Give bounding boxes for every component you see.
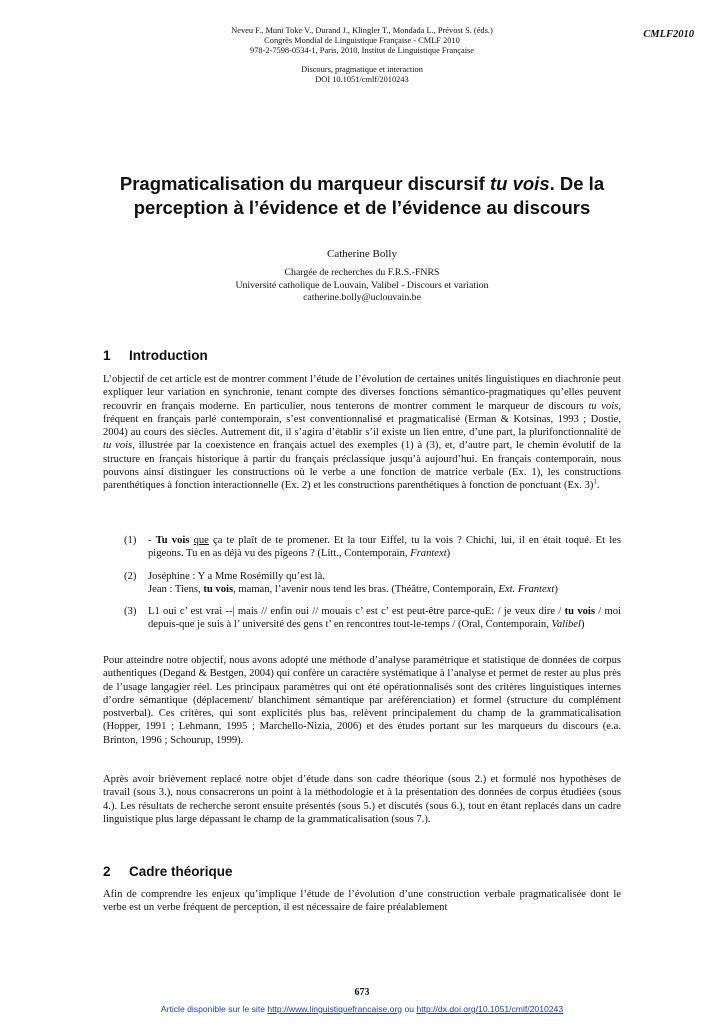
footer-link-doi[interactable]: http://dx.doi.org/10.1051/cmlf/2010243 xyxy=(416,1004,564,1014)
author-affiliation: Chargée de recherches du F.R.S.-FNRS Université catholique de Louvain, Valibel - Discours et variation catherine.bolly@uclouvain.be xyxy=(0,267,724,305)
reference-header xyxy=(170,26,554,85)
doi-line: DOI 10.1051/cmlf/2010243 xyxy=(315,75,409,84)
topic-line: Discours, pragmatique et interaction xyxy=(301,65,423,74)
example-3: (3) L1 oui c’ est vrai --| mais // enfin oui // mouais c’ est c’ est peut-être parce-quE: / je veux dire / tu vois / moi depuis-que je suis à l’ université des gens t’ en rencontres tout-le-temps / (Oral, Contemporain, Valibel) xyxy=(124,606,621,631)
conference-tag: CMLF2010 xyxy=(643,29,694,40)
section-heading-introduction: 1 Introduction xyxy=(103,348,208,363)
footer-link-site[interactable]: http://www.linguistiquefrancaise.org xyxy=(267,1004,403,1014)
reference-line: Congrès Mondial de Linguistique Française - CMLF 2010 xyxy=(264,36,460,45)
intro-paragraph-1: L’objectif de cet article est de montrer comment l’étude de l’évolution de certaines unités linguistiques en diachronie peut expliquer leur variation en synchronie, tenant compte des diverses fonctions sémantico-pragmatiques qu’elles peuvent recouvrir en français moderne. En particulier, nous tenterons de montrer comment le marqueur de discours tu vois, fréquent en français parlé contemporain, s’est conventionnalisé et pragmaticalisé (Erman & Kotsinas, 1993 ; Dostie, 2004) au cours des siècles. Autrement dit, il s’agira d’établir s’il existe un lien entre, d’une part, la plurifonctionnalité de tu vois, illustrée par la coexistence en français actuel des exemples (1) à (3), et, d’autre part, le chemin évolutif de la structure en français historique à partir du français préclassique jusqu’à aujourd’hui. En français contemporain, nous pouvons ainsi distinguer les constructions où le verbe a une fonction de matrice verbale (Ex. 1), les constructions parenthétiques à fonction interactionnelle (Ex. 2) et les constructions parenthétiques à fonction de ponctuant (Ex. 3)$^1$. xyxy=(103,374,621,492)
page-number: 673 xyxy=(354,987,370,998)
section-heading-cadre-theorique: 2 Cadre théorique xyxy=(103,864,233,879)
intro-paragraph-2: Pour atteindre notre objectif, nous avons adopté une méthode d’analyse paramétrique et statistique de données de corpus authentiques (Degand & Bestgen, 2004) qui confère un caractère systématique à l’analyse et permet de rester au plus près de l’usage langagier réel. Les principaux paramètres qui ont été opérationnalisés sont des critères linguistiques internes d’ordre sémantique (déplacement/ blanchiment sémantique par aréférenciation) et formel (structure du complément postverbal). Ces critères, qui sont explicités plus bas, relèvent principalement du champ de la grammaticalisation (Hopper, 1991 ; Lehmann, 1995 ; Marchello-Nizia, 2006) et des études portant sur les marqueurs du discours (e.a. Brinton, 1996 ; Schourup, 1999). xyxy=(103,655,621,746)
section2-paragraph-1: Afin de comprendre les enjeux qu’implique l’étude de l’évolution d’une construction verbale pragmaticalisée dont le verbe est un verbe fréquent de perception, il est nécessaire de faire préalablement xyxy=(103,889,621,914)
example-2: (2) Joséphine : Y a Mme Rosémilly qu’est là. Jean : Tiens, tu vois, maman, l’avenir nous tend les bras. (Théâtre, Contemporain, Ext. Frantext) xyxy=(124,571,558,596)
reference-line: 978-2-7598-0534-1, Paris, 2010, Institut de Linguistique Française xyxy=(250,46,474,55)
paper-title: Pragmaticalisation du marqueur discursif tu vois. De la perception à l’évidence et de l’évidence au discours xyxy=(119,173,605,218)
example-1: (1) - Tu vois que ça te plaît de te promener. Et la tour Eiffel, tu la vois ? Chichi, lui, il en était toqué. Et les pigeons. Tu en as déjà vu des pigeons ? (Litt., Contemporain, Frantext) xyxy=(124,535,621,560)
reference-line: Neveu F., Muni Toke V., Durand J., Klingler T., Mondada L., Prévost S. (éds.) xyxy=(231,26,493,35)
author-email: catherine.bolly@uclouvain.be xyxy=(303,292,421,304)
author-name: Catherine Bolly xyxy=(327,248,397,260)
footer-availability: Article disponible sur le site http://www.linguistiquefrancaise.org ou http://dx.doi.org/10.1051/cmlf/2010243 xyxy=(160,1004,564,1014)
intro-paragraph-3: Après avoir brièvement replacé notre objet d’étude dans son cadre théorique (sous 2.) et formulé nos hypothèses de travail (sous 3.), nous consacrerons un point à la méthodologie et à la présentation des données de corpus étudiées (sous 4.). Les résultats de recherche seront ensuite présentés (sous 5.) et discutés (sous 6.), tout en étant replacés dans un cadre linguistique plus large dépassant le champ de la grammaticalisation (sous 7.). xyxy=(103,774,621,825)
